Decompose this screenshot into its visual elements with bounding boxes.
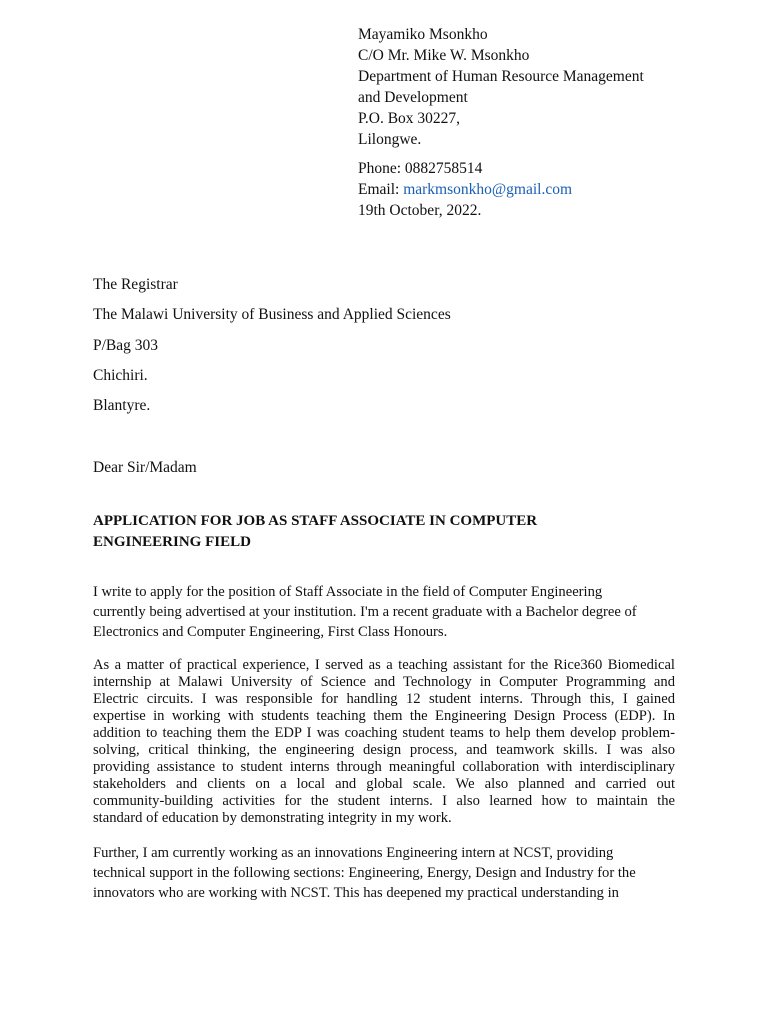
paragraph-line: currently being advertised at your institution. I'm a recent graduate with a Bachelor degree of xyxy=(93,604,637,620)
sender-city: Lilongwe. xyxy=(358,131,422,148)
paragraph-line: Electric circuits. I was responsible for handling 12 student interns. Through this, I gained xyxy=(93,691,675,707)
sender-email-line xyxy=(358,179,644,200)
recipient-title: The Registrar xyxy=(93,276,178,293)
paragraph-experience xyxy=(93,657,675,827)
paragraph-intro xyxy=(93,582,675,642)
paragraph-line: technical support in the following sections: Engineering, Energy, Design and Industry for the xyxy=(93,865,636,881)
sender-phone: Phone: 0882758514 xyxy=(358,160,483,177)
sender-care-of: C/O Mr. Mike W. Msonkho xyxy=(358,47,530,64)
sender-po-box: P.O. Box 30227, xyxy=(358,110,461,127)
recipient-area: Chichiri. xyxy=(93,367,148,384)
paragraph-line: As a matter of practical experience, I served as a teaching assistant for the Rice360 Biomedical xyxy=(93,657,675,673)
recipient-bag: P/Bag 303 xyxy=(93,337,159,354)
sender-name: Mayamiko Msonkho xyxy=(358,26,488,43)
paragraph-line: community-building activities for the student interns. I also learned how to maintain the xyxy=(93,793,675,809)
paragraph-line: Electronics and Computer Engineering, First Class Honours. xyxy=(93,624,448,640)
paragraph-line: providing assistance to student interns through meaningful collaboration with interdisciplinary xyxy=(93,759,675,775)
subject-heading xyxy=(93,511,653,553)
paragraph-current-role xyxy=(93,843,675,903)
paragraph-line: stakeholders and clients on a local and global scale. We also planned and carried out xyxy=(93,776,675,792)
paragraph-line: I write to apply for the position of Staff Associate in the field of Computer Engineering xyxy=(93,584,603,600)
paragraph-line: standard of education by demonstrating integrity in my work. xyxy=(93,810,452,826)
paragraph-line: solving, critical thinking, the engineering design process, and teamwork skills. I was also xyxy=(93,742,675,758)
paragraph-line: Further, I am currently working as an innovations Engineering intern at NCST, providing xyxy=(93,845,614,861)
recipient-city: Blantyre. xyxy=(93,397,151,414)
subject-line1: APPLICATION FOR JOB AS STAFF ASSOCIATE IN COMPUTER xyxy=(93,513,538,529)
subject-line2: ENGINEERING FIELD xyxy=(93,534,251,550)
paragraph-line: expertise in working with students teaching them the Engineering Design Process (EDP). In xyxy=(93,708,675,724)
recipient-institution: The Malawi University of Business and Applied Sciences xyxy=(93,306,451,323)
sender-department-line1: Department of Human Resource Management xyxy=(358,68,644,85)
paragraph-line: internship at Malawi University of Science and Technology in Computer Programming and xyxy=(93,674,675,690)
letter-date: 19th October, 2022. xyxy=(358,202,482,219)
paragraph-line: addition to teaching them the EDP I was coaching student teams to help them develop problem- xyxy=(93,725,675,741)
paragraph-line: innovators who are working with NCST. This has deepened my practical understanding in xyxy=(93,885,619,901)
email-label: Email: xyxy=(358,181,404,198)
sender-department-line2: and Development xyxy=(358,89,468,106)
salutation: Dear Sir/Madam xyxy=(93,459,197,476)
email-link[interactable]: markmsonkho@gmail.com xyxy=(403,181,573,198)
sender-address-block xyxy=(358,24,644,221)
